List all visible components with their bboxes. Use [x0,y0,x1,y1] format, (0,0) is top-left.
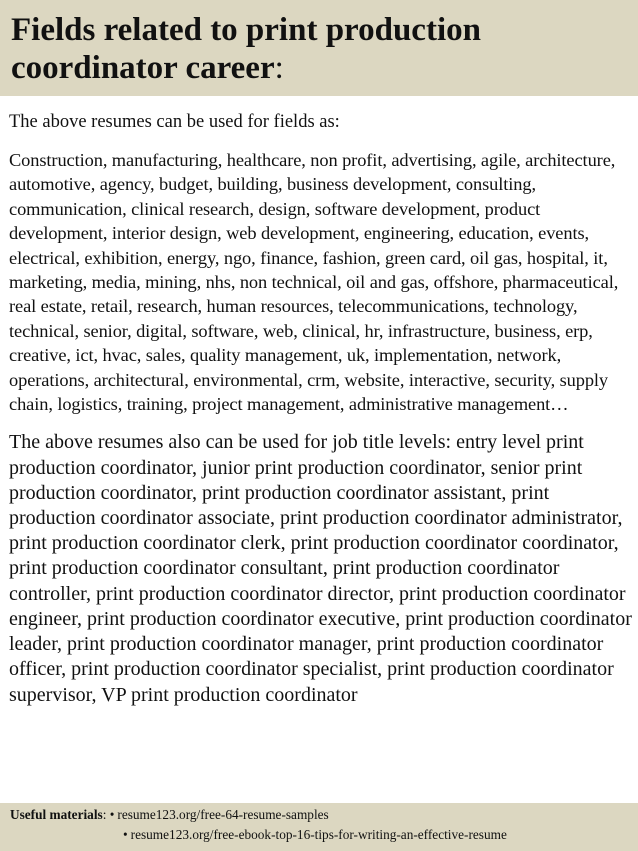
bullet-icon: • [123,827,128,842]
slide-header [0,0,638,96]
footer-label: Useful materials [10,807,103,822]
fields-list: Construction, manufacturing, healthcare, non profit, advertising, agile, architecture, automotive, agency, budget, building, business development, consulting, communication, clinical research, design, software development, product development, interior design, web development, engineering, education, events, electrical, exhibition, energy, ngo, finance, fashion, green card, oil gas, hospital, it, marketing, media, mining, nhs, non technical, oil and gas, offshore, pharmaceutical, real estate, retail, research, human resources, telecommunications, technology, technical, senior, digital, software, web, clinical, hr, infrastructure, business, erp, creative, ict, hvac, sales, quality management, uk, implementation, network, operations, architectural, environmental, crm, website, interactive, security, supply chain, logistics, training, project management, administrative management… [9,150,619,415]
footer-link-2[interactable]: resume123.org/free-ebook-top-16-tips-for-writing-an-effective-resume [130,827,507,842]
job-levels-list: The above resumes also can be used for job title levels: entry level print production coordinator, junior print production coordinator, senior print production coordinator, print production coordinator assistant, print production coordinator associate, print production coordinator administrator, print production coordinator clerk, print production coordinator coordinator, print production coordinator consultant, print production coordinator controller, print production coordinator director, print production coordinator engineer, print production coordinator executive, print production coordinator leader, print production coordinator manager, print production coordinator officer, print production coordinator specialist, print production coordinator supervisor, VP print production coordinator [9,431,632,706]
footer-label-colon: : [102,807,107,822]
title-line-2: coordinator career [11,50,275,86]
footer-link-1[interactable]: resume123.org/free-64-resume-samples [117,807,329,822]
useful-materials-footer [0,803,638,851]
title-colon: : [274,50,284,86]
intro-text: The above resumes can be used for fields as: [9,112,340,132]
bullet-icon: • [109,807,115,822]
footer-row-2 [10,825,638,845]
title-line-1: Fields related to print production [11,12,481,48]
slide-body [9,110,633,804]
page-title [11,11,626,87]
footer-row-1 [10,805,638,825]
